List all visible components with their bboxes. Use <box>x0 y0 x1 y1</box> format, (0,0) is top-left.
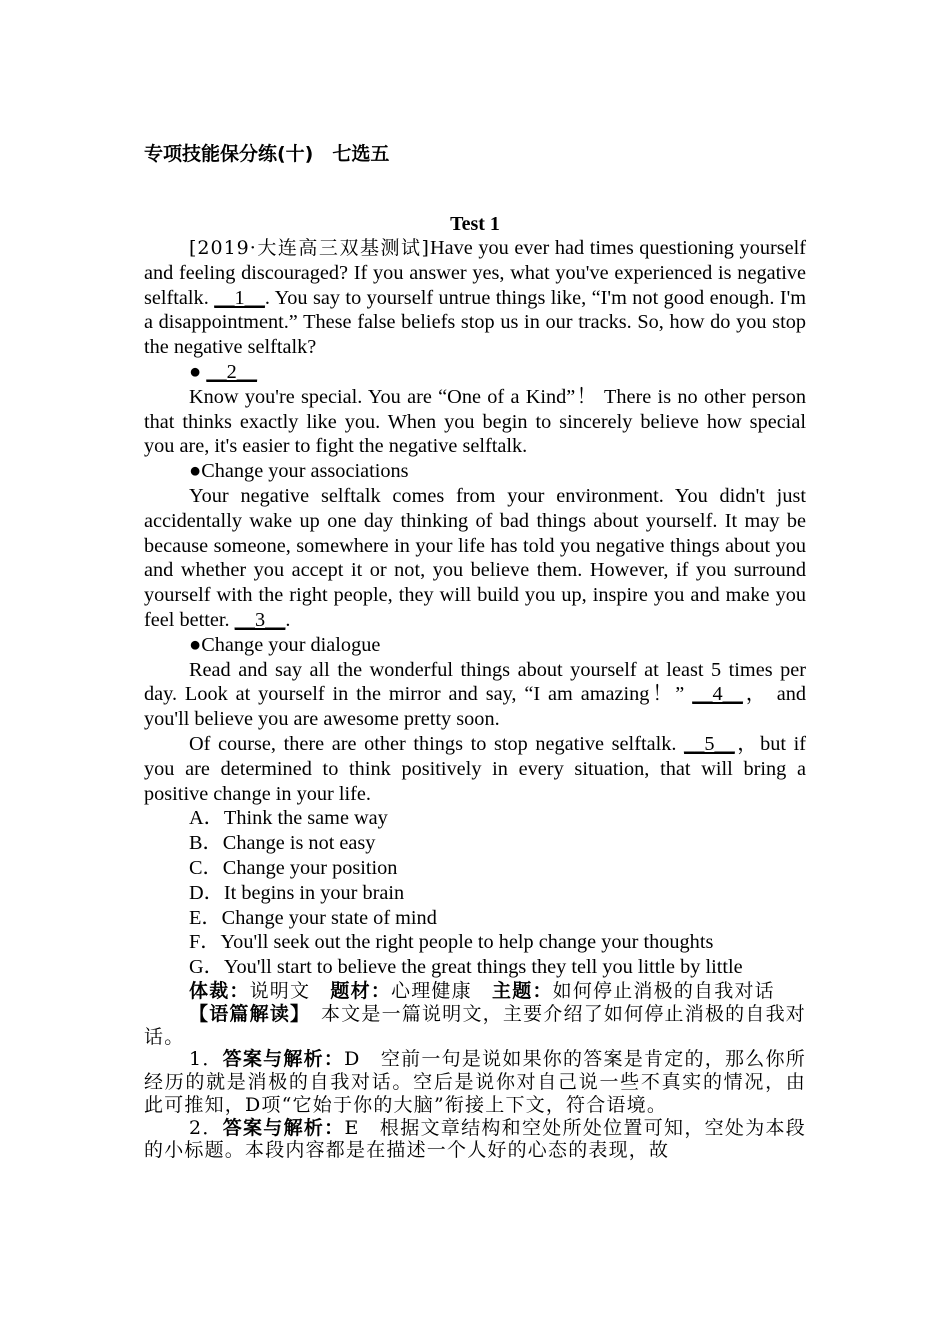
passage-paragraph-1: [2019·大连高三双基测试]Have you ever had times questioning yourself and feeling discouraged? If you answer yes, what you've experienced is negative selftalk. __1__. You say to yourself untrue things like, “I'm not good enough. I'm a disappointment.” These false beliefs stop us in our tracks. So, how do you stop the negative selftalk? <box>144 237 807 359</box>
test-title: Test 1 <box>450 213 500 235</box>
option-e: E．Change your state of mind <box>189 906 437 929</box>
option-c: C．Change your position <box>189 856 398 879</box>
genre-line: 体裁：说明文 题材：心理健康 主题：如何停止消极的自我对话 <box>189 979 775 1002</box>
answer-1: 1．答案与解析：D 空前一句是说如果你的答案是肯定的，那么你所经历的就是消极的自我对话。空后是说你对自己说一些不真实的情况，由此可推知，D项“它始于你的大脑”衔接上下文，符合语境。 <box>144 1048 806 1116</box>
document-page <box>144 140 806 1162</box>
blank-3: __3__ <box>234 608 286 631</box>
blank-4: __4__ <box>692 683 743 706</box>
analysis-section <box>144 980 806 1162</box>
option-d: D．It begins in your brain <box>189 881 405 904</box>
bullet-icon: ● <box>189 360 202 383</box>
passage-paragraph-5: Of course, there are other things to stop negative selftalk. __5__，but if you are determined to think positively in every situation, that will bring a positive change in your life. <box>144 732 807 805</box>
answer-2: 2．答案与解析：E 根据文章结构和空处所处位置可知，空处为本段的小标题。本段内容都是在描述一个人好的心态的表现，故 <box>144 1116 806 1162</box>
passage-paragraph-2: Know you're special. You are “One of a Kind”！ There is no other person that thinks exactly like you. When you begin to sincerely believe how special you are, it's easier to fight the negative selftalk. <box>144 385 806 458</box>
blank-2: __2__ <box>206 360 258 383</box>
blank-1: __1__ <box>214 286 265 309</box>
subheading-dialogue: ●Change your dialogue <box>189 633 381 656</box>
reading-summary: 【语篇解读】 本文是一篇说明文，主要介绍了如何停止消极的自我对话。 <box>144 1002 806 1048</box>
option-f: F．You'll seek out the right people to help change your thoughts <box>189 931 714 954</box>
source-note: [2019·大连高三双基测试] <box>189 237 430 259</box>
blank-5: __5__ <box>684 732 735 755</box>
subheading-2 <box>144 360 806 385</box>
page-title: 专项技能保分练(十) 七选五 <box>144 143 390 165</box>
option-g: G．You'll start to believe the great things they tell you little by little <box>189 956 743 979</box>
passage-paragraph-4: Read and say all the wonderful things about yourself at least 5 times per day. Look at yourself in the mirror and say, “I am amazing！” __4__， and you'll believe you are awesome pretty soon. <box>144 658 806 731</box>
option-b: B．Change is not easy <box>189 832 376 855</box>
option-list <box>144 806 806 980</box>
subheading-associations: ●Change your associations <box>189 460 409 483</box>
option-a: A．Think the same way <box>189 807 388 830</box>
passage-paragraph-3: Your negative selftalk comes from your environment. You didn't just accidentally wake up one day thinking of bad things about yourself. It may be because someone, somewhere in your life has told you negative things about you and whether you accept it or not, you believe them. However, if you surround yourself with the right people, they will build you up, inspire you and make you feel better. __3__. <box>144 484 806 631</box>
